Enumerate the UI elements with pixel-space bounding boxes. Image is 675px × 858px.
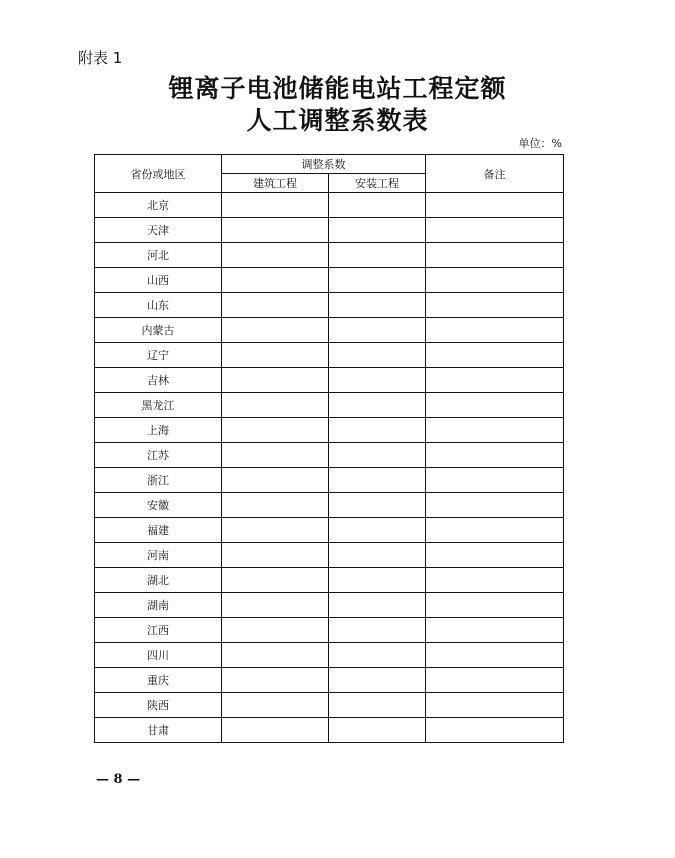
- installation-coefficient-cell: [329, 468, 426, 493]
- construction-coefficient-cell: [222, 293, 329, 318]
- table-row: [95, 693, 564, 718]
- region-cell: 山东: [95, 293, 222, 318]
- construction-coefficient-cell: [222, 493, 329, 518]
- remarks-cell: [426, 693, 564, 718]
- construction-coefficient-cell: [222, 318, 329, 343]
- installation-coefficient-cell: [329, 318, 426, 343]
- remarks-cell: [426, 193, 564, 218]
- construction-coefficient-cell: [222, 368, 329, 393]
- installation-coefficient-cell: [329, 368, 426, 393]
- region-cell: 甘肃: [95, 718, 222, 743]
- table-row: [95, 618, 564, 643]
- installation-coefficient-cell: [329, 718, 426, 743]
- region-cell: 上海: [95, 418, 222, 443]
- installation-coefficient-cell: [329, 568, 426, 593]
- table-row: [95, 543, 564, 568]
- column-header-construction: 建筑工程: [222, 174, 329, 193]
- remarks-cell: [426, 293, 564, 318]
- construction-coefficient-cell: [222, 693, 329, 718]
- appendix-label: 附表 1: [78, 49, 123, 67]
- remarks-cell: [426, 318, 564, 343]
- installation-coefficient-cell: [329, 693, 426, 718]
- table-row: [95, 718, 564, 743]
- region-cell: 陕西: [95, 693, 222, 718]
- table-row: [95, 443, 564, 468]
- page-number: — 8 —: [96, 772, 141, 787]
- table-row: [95, 493, 564, 518]
- remarks-cell: [426, 718, 564, 743]
- installation-coefficient-cell: [329, 343, 426, 368]
- construction-coefficient-cell: [222, 718, 329, 743]
- construction-coefficient-cell: [222, 518, 329, 543]
- construction-coefficient-cell: [222, 343, 329, 368]
- construction-coefficient-cell: [222, 568, 329, 593]
- remarks-cell: [426, 618, 564, 643]
- remarks-cell: [426, 568, 564, 593]
- installation-coefficient-cell: [329, 543, 426, 568]
- installation-coefficient-cell: [329, 218, 426, 243]
- remarks-cell: [426, 468, 564, 493]
- table-row: [95, 243, 564, 268]
- region-cell: 河北: [95, 243, 222, 268]
- construction-coefficient-cell: [222, 668, 329, 693]
- column-header-adjustment-coefficient: 调整系数: [222, 155, 426, 174]
- installation-coefficient-cell: [329, 493, 426, 518]
- construction-coefficient-cell: [222, 443, 329, 468]
- construction-coefficient-cell: [222, 593, 329, 618]
- construction-coefficient-cell: [222, 393, 329, 418]
- table-row: [95, 568, 564, 593]
- region-cell: 辽宁: [95, 343, 222, 368]
- table-row: [95, 318, 564, 343]
- table-row: [95, 193, 564, 218]
- remarks-cell: [426, 268, 564, 293]
- installation-coefficient-cell: [329, 418, 426, 443]
- construction-coefficient-cell: [222, 543, 329, 568]
- installation-coefficient-cell: [329, 518, 426, 543]
- document-title-line-2: 人工调整系数表: [246, 106, 429, 135]
- installation-coefficient-cell: [329, 268, 426, 293]
- region-cell: 湖南: [95, 593, 222, 618]
- document-title-line-1: 锂离子电池储能电站工程定额: [168, 74, 507, 103]
- table-row: [95, 518, 564, 543]
- region-cell: 河南: [95, 543, 222, 568]
- table-row: [95, 218, 564, 243]
- remarks-cell: [426, 343, 564, 368]
- installation-coefficient-cell: [329, 668, 426, 693]
- column-header-region: 省份或地区: [95, 155, 222, 193]
- region-cell: 重庆: [95, 668, 222, 693]
- construction-coefficient-cell: [222, 243, 329, 268]
- construction-coefficient-cell: [222, 418, 329, 443]
- table-body: [95, 193, 564, 743]
- table-row: [95, 643, 564, 668]
- installation-coefficient-cell: [329, 243, 426, 268]
- region-cell: 吉林: [95, 368, 222, 393]
- remarks-cell: [426, 493, 564, 518]
- region-cell: 安徽: [95, 493, 222, 518]
- column-header-installation: 安装工程: [329, 174, 426, 193]
- region-cell: 四川: [95, 643, 222, 668]
- remarks-cell: [426, 643, 564, 668]
- table-row: [95, 343, 564, 368]
- table-row: [95, 468, 564, 493]
- remarks-cell: [426, 443, 564, 468]
- installation-coefficient-cell: [329, 193, 426, 218]
- construction-coefficient-cell: [222, 218, 329, 243]
- table-row: [95, 418, 564, 443]
- region-cell: 内蒙古: [95, 318, 222, 343]
- construction-coefficient-cell: [222, 193, 329, 218]
- table-row: [95, 368, 564, 393]
- remarks-cell: [426, 243, 564, 268]
- table-row: [95, 393, 564, 418]
- construction-coefficient-cell: [222, 618, 329, 643]
- installation-coefficient-cell: [329, 293, 426, 318]
- table-row: [95, 268, 564, 293]
- remarks-cell: [426, 393, 564, 418]
- remarks-cell: [426, 218, 564, 243]
- remarks-cell: [426, 668, 564, 693]
- remarks-cell: [426, 518, 564, 543]
- remarks-cell: [426, 543, 564, 568]
- remarks-cell: [426, 368, 564, 393]
- region-cell: 江西: [95, 618, 222, 643]
- installation-coefficient-cell: [329, 443, 426, 468]
- region-cell: 江苏: [95, 443, 222, 468]
- construction-coefficient-cell: [222, 643, 329, 668]
- labor-adjustment-coefficient-table: [94, 154, 564, 743]
- remarks-cell: [426, 593, 564, 618]
- construction-coefficient-cell: [222, 268, 329, 293]
- remarks-cell: [426, 418, 564, 443]
- region-cell: 湖北: [95, 568, 222, 593]
- table-row: [95, 593, 564, 618]
- region-cell: 黑龙江: [95, 393, 222, 418]
- table-row: [95, 293, 564, 318]
- installation-coefficient-cell: [329, 618, 426, 643]
- table-row: [95, 668, 564, 693]
- construction-coefficient-cell: [222, 468, 329, 493]
- region-cell: 山西: [95, 268, 222, 293]
- region-cell: 北京: [95, 193, 222, 218]
- installation-coefficient-cell: [329, 393, 426, 418]
- region-cell: 福建: [95, 518, 222, 543]
- column-header-remarks: 备注: [426, 155, 564, 193]
- region-cell: 天津: [95, 218, 222, 243]
- unit-label: 单位：%: [518, 137, 562, 150]
- installation-coefficient-cell: [329, 593, 426, 618]
- region-cell: 浙江: [95, 468, 222, 493]
- table-header-row: [95, 155, 564, 174]
- installation-coefficient-cell: [329, 643, 426, 668]
